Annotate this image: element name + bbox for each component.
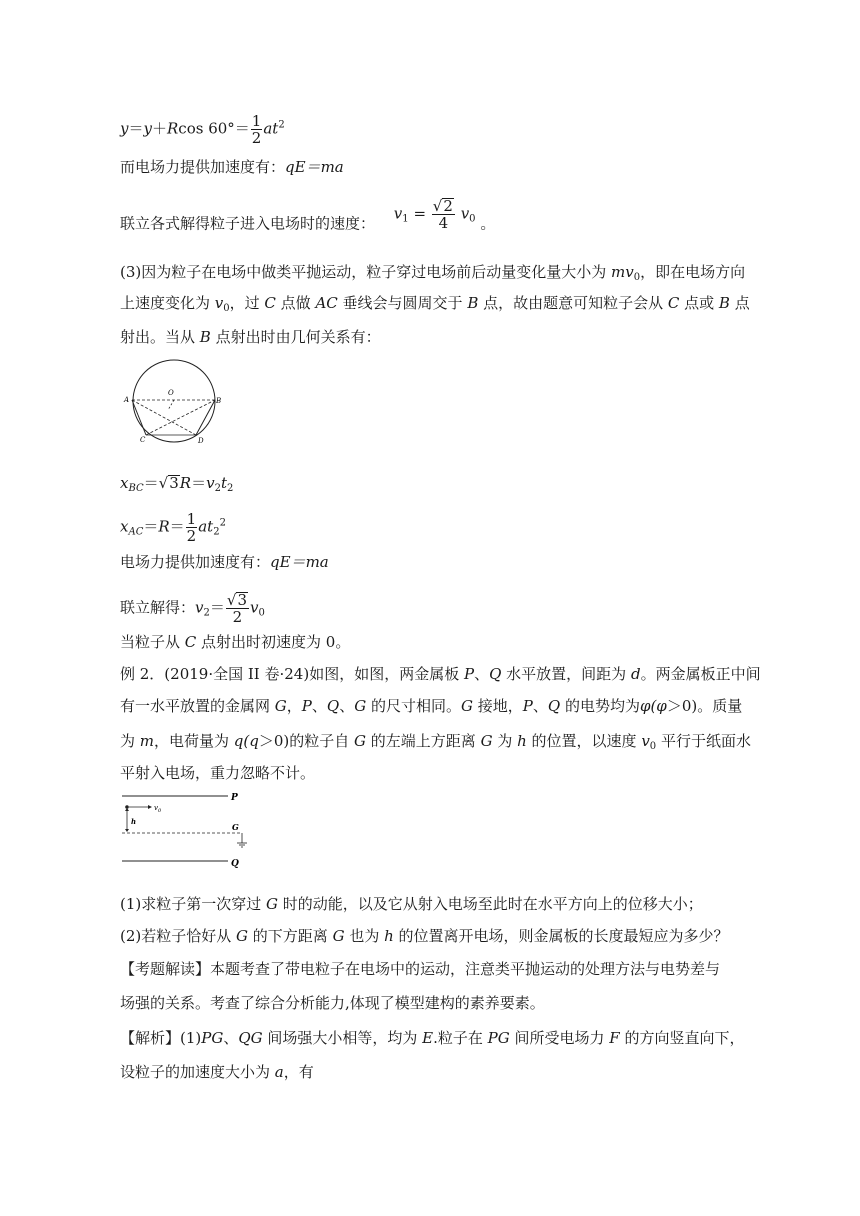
- subscript: 0: [633, 272, 641, 283]
- var-B: B: [199, 328, 211, 346]
- var-at: at: [198, 517, 214, 536]
- text: 、: [223, 1029, 239, 1047]
- subscript: AC: [128, 526, 144, 538]
- var-G: G: [354, 697, 367, 715]
- subscript: 0: [258, 607, 265, 619]
- subscript: 0: [223, 303, 230, 314]
- equation-xbc: [120, 473, 233, 499]
- arrow-up-icon: [125, 808, 129, 811]
- text: 垂线会与圆周交于: [337, 294, 468, 312]
- var-at: at: [263, 119, 279, 138]
- text: 也为: [344, 927, 385, 945]
- text: 、: [311, 697, 327, 715]
- text: 的左端上方距离: [366, 732, 481, 750]
- var-G: G: [236, 927, 249, 945]
- var-P: P: [301, 697, 312, 715]
- label-h: h: [131, 817, 137, 826]
- var-G: G: [354, 732, 367, 750]
- equals-sign: ＝: [143, 517, 159, 536]
- denominator: 4: [438, 214, 449, 232]
- analysis-line2: 场强的关系。考查了综合分析能力,体现了模型建构的素养要素。: [120, 994, 545, 1012]
- var-x: x: [120, 517, 129, 536]
- var-QG: QG: [238, 1029, 263, 1047]
- line-v2: [120, 592, 265, 625]
- text: 有一水平放置的金属网: [120, 697, 275, 715]
- text: 接地，: [472, 697, 523, 715]
- cos-term: cos 60°: [178, 119, 235, 138]
- text: 点，故由题意可知粒子会从: [478, 294, 668, 312]
- text: 平行于纸面水: [656, 732, 751, 750]
- solution-line2: [120, 1062, 314, 1082]
- radius-line: [168, 400, 174, 410]
- text: 电场力提供加速度有：: [120, 553, 271, 571]
- var-h: h: [517, 732, 527, 750]
- question-1: [120, 894, 703, 914]
- label-v0: [154, 804, 162, 814]
- var-R: R: [158, 517, 170, 536]
- text: ，: [286, 697, 302, 715]
- var-v: v: [250, 598, 259, 617]
- subscript: 0: [469, 213, 476, 225]
- text: 【解析】(1): [120, 1029, 202, 1047]
- subscript: 1: [402, 213, 409, 225]
- text: 。两金属板正中间: [640, 665, 761, 683]
- radicand: 3: [169, 474, 179, 492]
- text: ，有: [283, 1063, 314, 1081]
- plates-diagram: [118, 788, 248, 870]
- subscript: BC: [128, 483, 144, 494]
- var-m: m: [139, 732, 155, 750]
- var-v: v: [460, 204, 470, 223]
- text: 点做: [275, 294, 316, 312]
- numerator: 1: [251, 112, 262, 130]
- line-force-1: [120, 157, 344, 177]
- label-g: G: [232, 822, 239, 832]
- sqrt-icon: √: [432, 197, 443, 215]
- v1-formula: [394, 198, 476, 231]
- var-C: C: [184, 633, 197, 651]
- question-2: [120, 926, 729, 946]
- var-B: B: [718, 294, 730, 312]
- text: ，电荷量为: [154, 732, 234, 750]
- text: .粒子在: [433, 1029, 488, 1047]
- text: 的电势均为: [560, 697, 640, 715]
- var-G: G: [480, 732, 493, 750]
- var-y: y: [143, 119, 152, 138]
- text: 点射出时由几何关系有：: [210, 328, 381, 346]
- var-E: E: [422, 1029, 434, 1047]
- analysis-line1: 【考题解读】本题考查了带电粒子在电场中的运动，注意类平抛运动的处理方法与电势差与: [120, 960, 721, 978]
- equals-sign: =: [413, 204, 427, 223]
- label-v0-sub: 0: [157, 808, 162, 814]
- numerator: [432, 198, 455, 215]
- text: 而电场力提供加速度有：: [120, 158, 286, 176]
- text: ＞0)的粒子自: [258, 732, 355, 750]
- text: 当粒子从: [120, 633, 185, 651]
- subscript: 0: [649, 741, 657, 752]
- var-G: G: [460, 697, 473, 715]
- text: ，过: [229, 294, 265, 312]
- var-B: B: [467, 294, 479, 312]
- text: 的下方距离: [248, 927, 333, 945]
- text: 、: [339, 697, 355, 715]
- solution-line1: [120, 1028, 745, 1048]
- formula: qE＝ma: [270, 553, 329, 571]
- text: 水平放置，间距为: [501, 665, 631, 683]
- text: 上速度变化为: [120, 294, 215, 312]
- label-c: C: [140, 436, 146, 444]
- var-phi: φ(φ: [639, 697, 667, 715]
- para3-line2: [120, 293, 750, 319]
- arrow-down-icon: [125, 829, 129, 832]
- text: (3)因为粒子在电场中做类平抛运动，粒子穿过电场前后动量变化量大小为: [120, 263, 612, 281]
- label-q: Q: [231, 859, 239, 869]
- text: 间场强大小相等，均为: [262, 1029, 423, 1047]
- var-v: v: [214, 294, 224, 312]
- exponent: 2: [278, 119, 285, 131]
- var-P: P: [463, 665, 475, 683]
- var-d: d: [630, 665, 641, 683]
- period: 。: [480, 214, 496, 233]
- example2-line2: [120, 696, 742, 716]
- text: 设粒子的加速度大小为: [120, 1063, 275, 1081]
- text: ，即在电场方向: [640, 263, 746, 281]
- var-C: C: [667, 294, 680, 312]
- denominator: 2: [251, 129, 262, 147]
- var-v: v: [393, 204, 403, 223]
- line-force-2: [120, 552, 329, 572]
- var-C: C: [264, 294, 276, 312]
- circle-diagram: [120, 358, 230, 450]
- label-o: O: [168, 389, 174, 397]
- var-P: P: [522, 697, 533, 715]
- text: 时的动能，以及它从射入电场至此时在水平方向上的位移大小；: [278, 895, 703, 913]
- subscript: 2: [203, 607, 210, 619]
- var-v: v: [206, 474, 215, 492]
- text: 联立各式解得粒子进入电场时的速度：: [120, 214, 376, 233]
- formula: qE＝ma: [285, 158, 344, 176]
- circle: [133, 360, 215, 442]
- denominator: 2: [186, 527, 197, 545]
- text: 的位置，以速度: [526, 732, 642, 750]
- var-PG: PG: [487, 1029, 510, 1047]
- var-h: h: [384, 927, 394, 945]
- text: (1)求粒子第一次穿过: [120, 895, 267, 913]
- text: 点射出时初速度为 0。: [196, 633, 351, 651]
- var-G: G: [266, 895, 279, 913]
- text: 例 2．(2019·全国 II 卷·24)如图，如图，两金属板: [120, 665, 464, 683]
- var-AC: AC: [315, 294, 338, 312]
- fraction: [226, 592, 249, 625]
- text: 平射入电场，重力忽略不计。: [120, 764, 316, 782]
- text: 间所受电场力: [509, 1029, 610, 1047]
- var-PG: PG: [201, 1029, 224, 1047]
- label-b: B: [216, 397, 222, 405]
- var-R: R: [167, 119, 179, 138]
- plus-sign: ＋: [151, 119, 167, 138]
- text: 射出。当从: [120, 328, 200, 346]
- var-x: x: [120, 474, 129, 492]
- text: 点: [729, 294, 750, 312]
- var-G: G: [274, 697, 287, 715]
- var-q: q(q: [233, 732, 259, 750]
- line-ad: [132, 400, 196, 435]
- equals-sign: ＝: [143, 474, 159, 492]
- var-Q: Q: [326, 697, 340, 715]
- var-v: v: [641, 732, 650, 750]
- var-v: v: [195, 598, 204, 617]
- sqrt-icon: √: [226, 591, 237, 609]
- line-ac: [132, 400, 146, 435]
- text: 的尺寸相同。: [366, 697, 461, 715]
- equals-sign: ＝: [191, 474, 207, 492]
- text: 、: [474, 665, 490, 683]
- subscript: 2: [214, 483, 221, 494]
- label-d: D: [198, 437, 204, 445]
- var-R: R: [179, 474, 192, 492]
- subscript: 2: [213, 526, 220, 538]
- var-y: y: [120, 119, 129, 138]
- var-a: a: [274, 1063, 284, 1081]
- var-G: G: [332, 927, 345, 945]
- equals-sign: ＝: [209, 598, 225, 617]
- text: (2)若粒子恰好从: [120, 927, 237, 945]
- line-v1: [120, 197, 496, 241]
- para3-line1: [120, 262, 745, 288]
- numerator: [226, 592, 249, 609]
- text: 为: [120, 732, 140, 750]
- var-F: F: [609, 1029, 620, 1047]
- text: 点或: [679, 294, 719, 312]
- text: 联立解得：: [120, 598, 196, 617]
- line-cb: [146, 400, 215, 435]
- fraction: [186, 511, 198, 544]
- equals-sign: ＝: [128, 119, 144, 138]
- var-Q: Q: [547, 697, 561, 715]
- subscript: 2: [226, 483, 234, 494]
- var-Q: Q: [489, 665, 502, 683]
- exponent: 2: [219, 517, 226, 529]
- example2-line1: [120, 664, 761, 684]
- denominator: 2: [232, 608, 243, 626]
- var-t: t: [220, 474, 227, 492]
- text: 为: [492, 732, 518, 750]
- fraction: [251, 113, 263, 146]
- para3-line3: [120, 327, 381, 347]
- equation-xac: [120, 511, 226, 544]
- equals-sign: ＝: [234, 119, 250, 138]
- arrow-head-icon: [148, 805, 152, 809]
- example2-line3: [120, 731, 751, 757]
- radicand: 3: [237, 591, 247, 609]
- label-p: P: [231, 793, 238, 803]
- numerator: 1: [186, 510, 197, 528]
- text: ＞0)。质量: [666, 697, 743, 715]
- fraction: [432, 198, 455, 231]
- label-v0-main: v: [154, 804, 158, 812]
- example2-line4: [120, 763, 315, 783]
- label-a: A: [124, 396, 130, 404]
- equation-displacement: [120, 113, 285, 146]
- text: 的位置离开电场，则金属板的长度最短应为多少？: [393, 927, 729, 945]
- sqrt-icon: √: [158, 474, 169, 492]
- radicand: 2: [443, 197, 453, 215]
- line-c-exit: [120, 632, 350, 652]
- var-mv: mv: [611, 263, 634, 281]
- equals-sign: ＝: [169, 517, 185, 536]
- text: 的方向竖直向下，: [619, 1029, 745, 1047]
- text: 、: [532, 697, 548, 715]
